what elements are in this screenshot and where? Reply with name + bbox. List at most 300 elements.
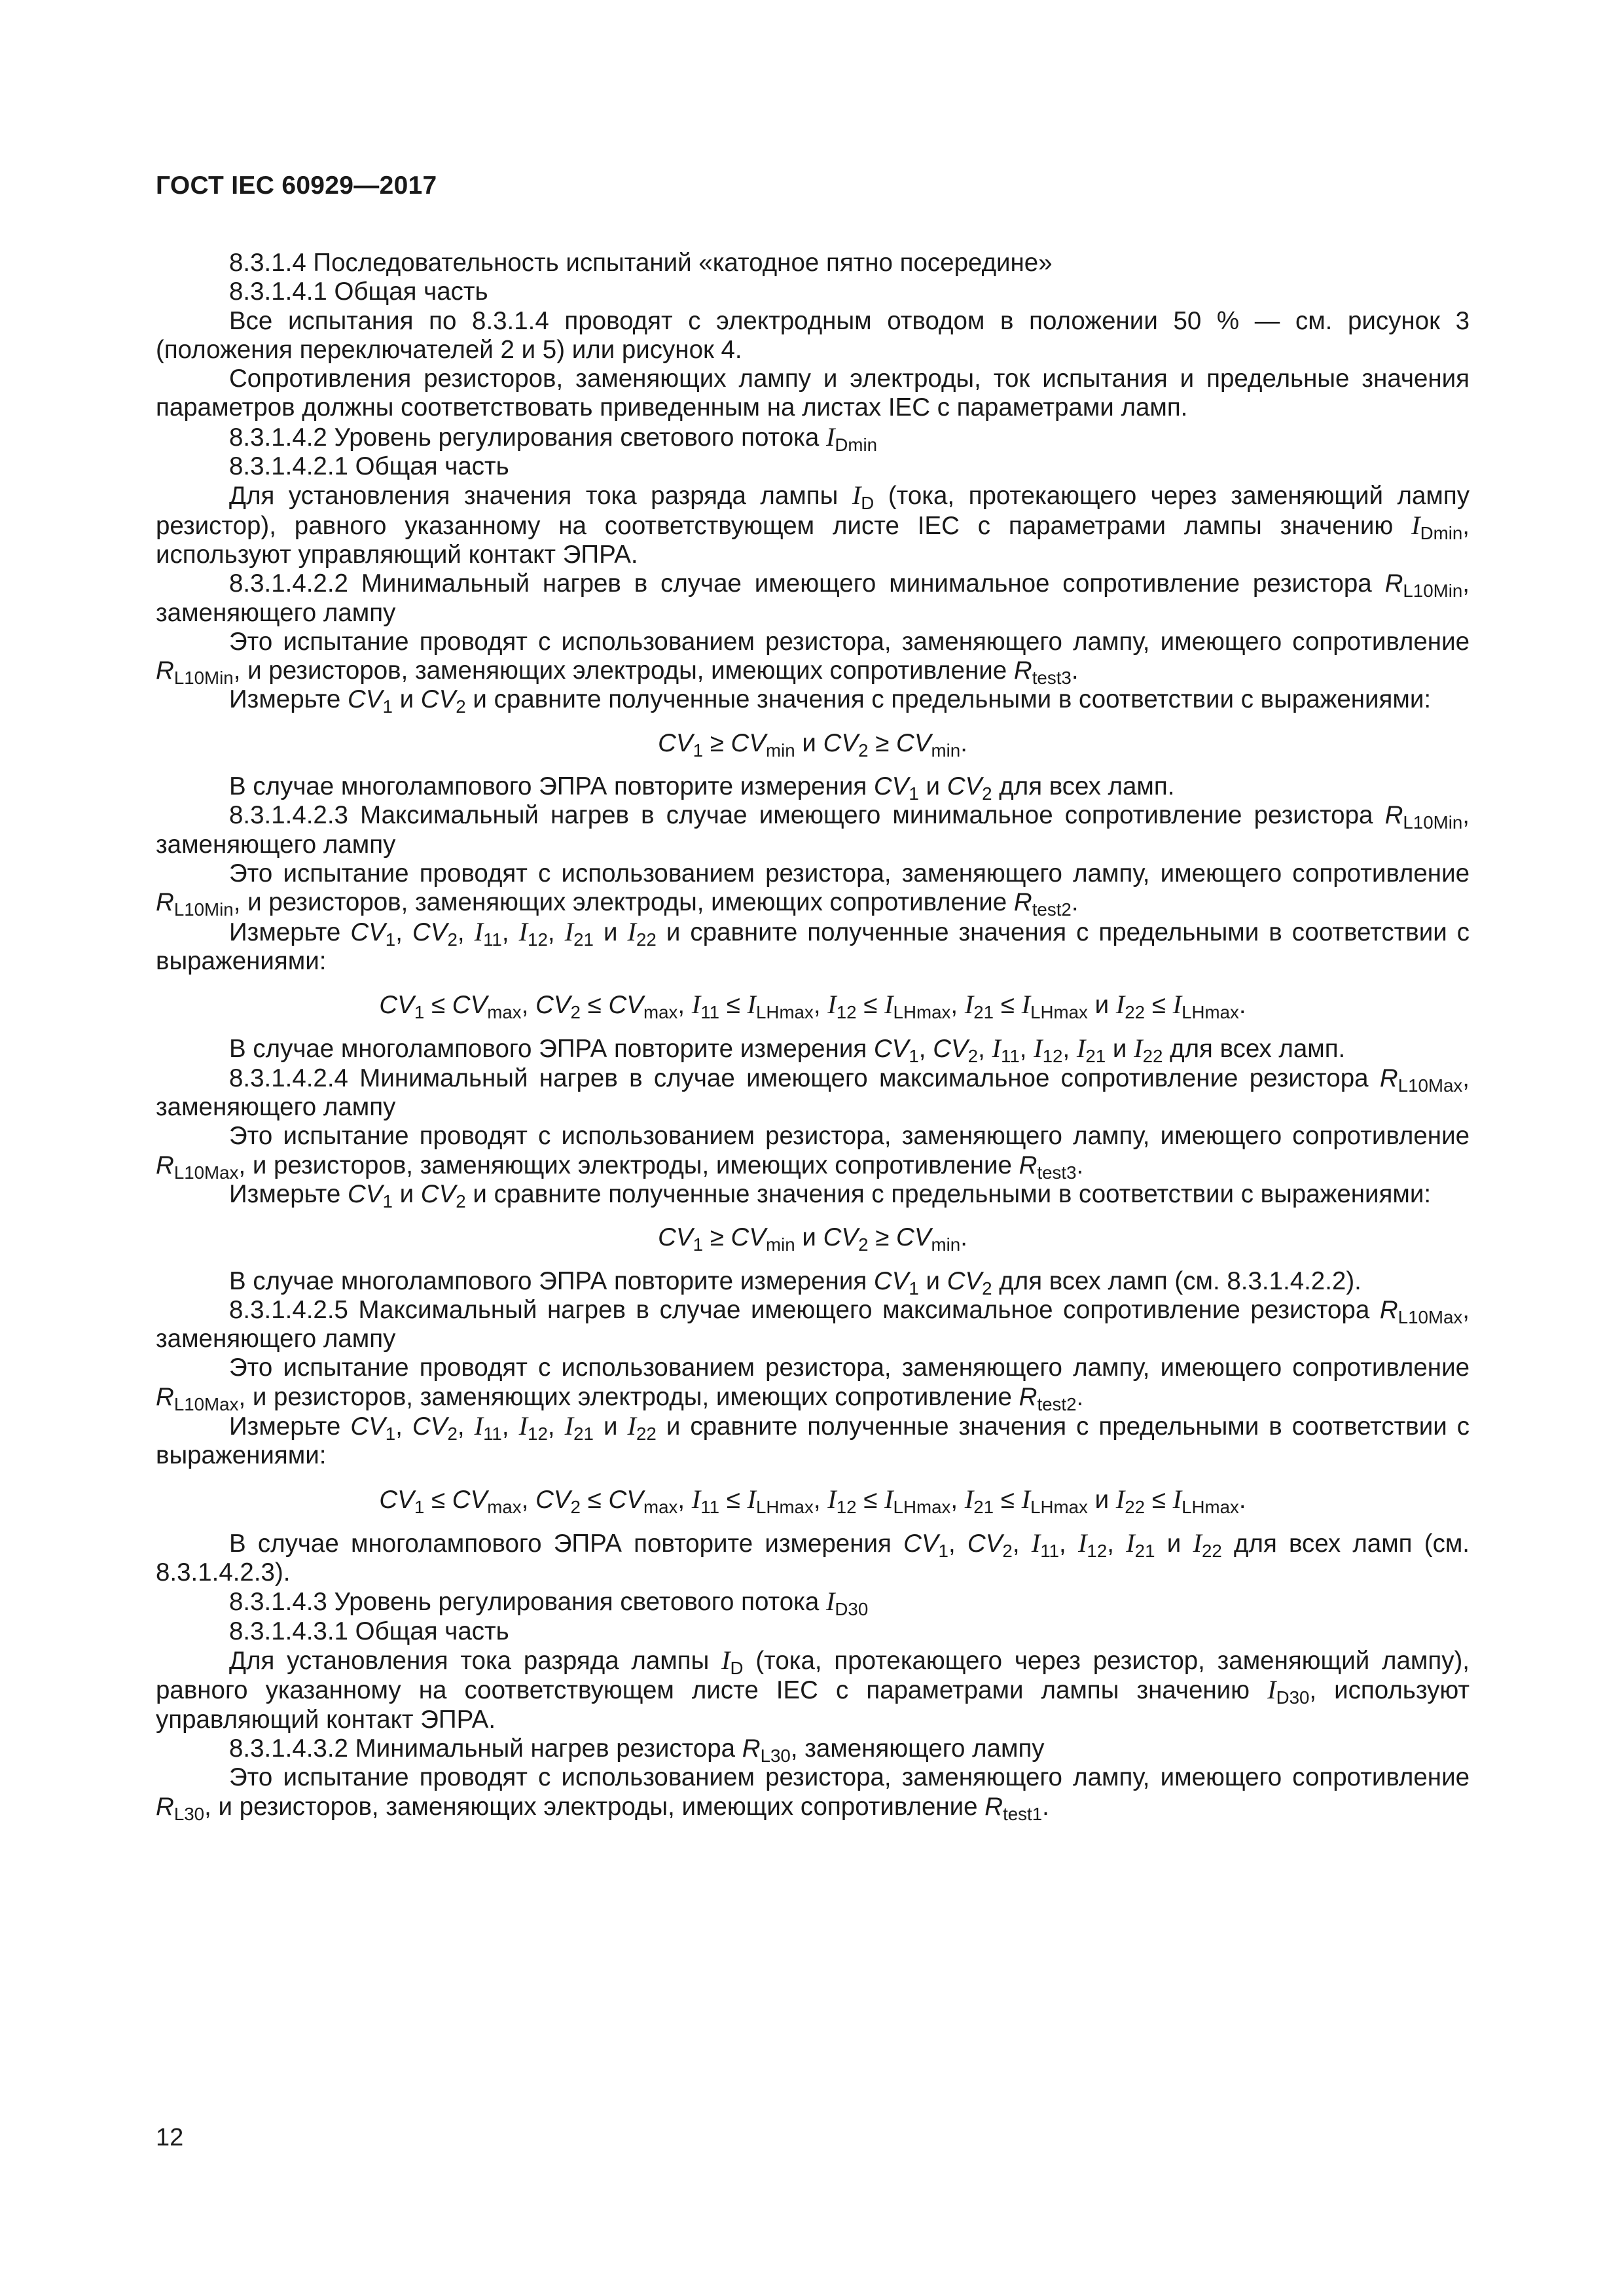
text: , и резисторов, заменяющих электроды, имеющих сопротивление: [204, 1792, 985, 1821]
subscript: L10Min: [1403, 812, 1463, 833]
text: (тока, протекающего через резистор, заменяющий лампу), равного указанному на соответствующем листе IEC с параметрами лампы значению: [156, 1647, 1470, 1705]
text: ,: [457, 1412, 475, 1441]
subscript: 22: [1142, 1046, 1163, 1067]
symbol-cv: CV: [420, 685, 456, 714]
text: и: [1155, 1529, 1193, 1558]
text: и сравните полученные значения с предельными в соответствии с выражениями:: [465, 685, 1432, 714]
text: ,: [1059, 1529, 1078, 1558]
paragraph-resistances: [156, 365, 1470, 423]
symbol-r: R: [742, 1734, 761, 1763]
subscript: 12: [528, 929, 548, 950]
symbol-i: I: [964, 1484, 974, 1514]
subscript: LHmax: [1182, 1001, 1239, 1022]
subscript: max: [487, 1001, 522, 1022]
symbol-cv: CV: [967, 1529, 1003, 1558]
subscript: 11: [1040, 1540, 1059, 1561]
subscript: L10Max: [173, 1162, 239, 1183]
symbol-cv: CV: [350, 1412, 386, 1441]
text: ,: [521, 1485, 536, 1514]
symbol-i: I: [1172, 990, 1182, 1020]
paragraph-measure: [156, 1180, 1470, 1209]
subscript: 21: [1085, 1046, 1106, 1067]
subscript: 1: [693, 740, 703, 761]
text: для всех ламп (см. 8.3.1.4.2.3).: [156, 1529, 1470, 1587]
symbol-i: I: [825, 1587, 835, 1617]
text: .: [1042, 1792, 1049, 1821]
subscript: min: [766, 1234, 795, 1255]
text: .: [1238, 991, 1246, 1020]
text: .: [1238, 1485, 1246, 1514]
text: ,: [677, 991, 692, 1020]
subscript: LHmax: [756, 1001, 814, 1022]
text: , заменяющего лампу: [156, 569, 1470, 627]
operator: ≥: [703, 1223, 731, 1252]
text: Измерьте: [229, 918, 351, 946]
symbol-i: I: [1077, 1528, 1087, 1558]
text: ,: [813, 991, 828, 1020]
symbol-i: I: [627, 916, 636, 946]
symbol-cv: CV: [896, 728, 931, 757]
subscript: LHmax: [1030, 1496, 1088, 1517]
subscript: min: [766, 740, 795, 761]
symbol-r: R: [1379, 1064, 1398, 1092]
symbol-cv: CV: [420, 1179, 456, 1208]
subscript: test3: [1037, 1162, 1077, 1183]
symbol-cv: CV: [947, 772, 983, 801]
operator: ≤: [580, 1485, 609, 1514]
subscript: max: [487, 1496, 522, 1517]
text: Это испытание проводят с использованием резистора, заменяющего лампу, имеющего сопротивление: [229, 627, 1470, 656]
text: 8.3.1.4.2.1 Общая часть: [229, 452, 509, 481]
text: , и резисторов, заменяющих электроды, имеющих сопротивление: [233, 656, 1014, 685]
subscript: 21: [973, 1496, 994, 1517]
text: , используют управляющий контакт ЭПРА.: [156, 1676, 1470, 1734]
symbol-i: I: [992, 1033, 1001, 1064]
symbol-r: R: [156, 1382, 174, 1411]
symbol-i: I: [1126, 1528, 1135, 1558]
subscript: 2: [982, 1278, 992, 1299]
text: Для установления тока разряда лампы: [229, 1647, 722, 1676]
subscript: 12: [836, 1001, 857, 1022]
text: , заменяющего лампу: [156, 1295, 1470, 1354]
symbol-cv: CV: [452, 1485, 488, 1514]
subscript: 2: [570, 1496, 581, 1517]
text: , используют управляющий контакт ЭПРА.: [156, 511, 1470, 569]
text: , заменяющего лампу: [156, 801, 1470, 859]
symbol-cv: CV: [873, 772, 909, 801]
symbol-r: R: [156, 656, 174, 685]
text: ,: [948, 1529, 967, 1558]
text: .: [1071, 656, 1079, 685]
clause-8-3-1-4-2-1: [156, 452, 1470, 481]
symbol-cv: CV: [608, 1485, 643, 1514]
operator: ≤: [424, 1485, 452, 1514]
subscript: L10Min: [173, 667, 234, 688]
paragraph-test-setup: [156, 1354, 1470, 1412]
text: и сравните полученные значения с предельными в соответствии с выражениями:: [156, 1412, 1470, 1470]
paragraph-test-setup: [156, 859, 1470, 918]
text: В случае многолампового ЭПРА повторите измерения: [229, 1529, 904, 1558]
operator: ≤: [719, 1485, 748, 1514]
subscript: 12: [528, 1423, 548, 1444]
text: и: [1106, 1035, 1134, 1064]
text: 8.3.1.4.2.4 Минимальный нагрев в случае имеющего максимальное сопротивление резистора: [229, 1064, 1380, 1092]
clause-8-3-1-4-1: [156, 278, 1470, 306]
text: 8.3.1.4.3 Уровень регулирования светового потока: [229, 1588, 826, 1617]
subscript: 2: [447, 1423, 458, 1444]
symbol-r: R: [1019, 1382, 1038, 1411]
paragraph-test-setup: [156, 628, 1470, 686]
subscript: L10Min: [1403, 581, 1463, 601]
subscript: LHmax: [1030, 1001, 1088, 1022]
paragraph-multi-lamp: [156, 1529, 1470, 1588]
symbol-i: I: [1031, 1528, 1041, 1558]
subscript: 11: [483, 929, 502, 950]
symbol-i: I: [691, 990, 701, 1020]
symbol-i: I: [1193, 1528, 1202, 1558]
clause-8-3-1-4-3-2: [156, 1734, 1470, 1766]
symbol-cv: CV: [823, 1223, 859, 1252]
subscript: 2: [447, 929, 458, 950]
symbol-r: R: [156, 1792, 174, 1821]
symbol-i: I: [1076, 1033, 1086, 1064]
subscript: LHmax: [1182, 1496, 1239, 1517]
symbol-cv: CV: [535, 991, 571, 1020]
subscript: 2: [858, 740, 869, 761]
text: и: [918, 772, 947, 801]
page-number: 12: [156, 2124, 184, 2151]
text: В случае многолампового ЭПРА повторите измерения: [229, 772, 874, 801]
operator: ≥: [868, 728, 897, 757]
text: и: [593, 1412, 628, 1441]
symbol-cv: CV: [903, 1529, 939, 1558]
text: для всех ламп (см. 8.3.1.4.2.2).: [992, 1266, 1362, 1295]
operator: ≤: [994, 991, 1022, 1020]
text: Все испытания по 8.3.1.4 проводят с электродным отводом в положении 50 % — см. рисунок 3 (положения переключателей 2 и 5) или рисунок 4.: [156, 306, 1470, 364]
clause-8-3-1-4: [156, 249, 1470, 278]
subscript: D: [730, 1657, 744, 1678]
symbol-i: I: [627, 1410, 636, 1441]
subscript: L10Min: [173, 899, 234, 920]
subscript: L30: [760, 1745, 791, 1766]
text: 8.3.1.4.2.5 Максимальный нагрев в случае имеющего максимальное сопротивление резистора: [229, 1295, 1380, 1324]
symbol-i: I: [827, 1484, 837, 1514]
text: 8.3.1.4 Последовательность испытаний «катодное пятно посередине»: [229, 249, 1053, 277]
formula-min: [156, 728, 1470, 761]
symbol-i: I: [564, 1410, 574, 1441]
subscript: 1: [693, 1234, 703, 1255]
symbol-cv: CV: [896, 1223, 931, 1252]
formula-max: [156, 990, 1470, 1020]
symbol-i: I: [564, 916, 574, 946]
symbol-i: I: [747, 1484, 757, 1514]
text: ,: [501, 918, 519, 946]
text: для всех ламп.: [992, 772, 1175, 801]
text: Это испытание проводят с использованием резистора, заменяющего лампу, имеющего сопротивление: [229, 1763, 1470, 1792]
subscript: 12: [836, 1496, 857, 1517]
text: ,: [813, 1485, 828, 1514]
subscript: 12: [1042, 1046, 1063, 1067]
text: и: [1087, 1485, 1116, 1514]
subscript: min: [931, 740, 961, 761]
symbol-i: I: [884, 990, 893, 1020]
text: ,: [1019, 1035, 1034, 1064]
symbol-cv: CV: [873, 1035, 909, 1064]
paragraph-test-setup: [156, 1122, 1470, 1183]
subscript: 1: [414, 1496, 425, 1517]
symbol-i: I: [474, 1410, 484, 1441]
text: 8.3.1.4.2.3 Максимальный нагрев в случае имеющего минимальное сопротивление резистора: [229, 801, 1385, 830]
subscript: test2: [1032, 899, 1072, 920]
subscript: 1: [382, 696, 393, 717]
symbol-cv: CV: [608, 991, 643, 1020]
symbol-cv: CV: [412, 1412, 448, 1441]
symbol-r: R: [1019, 1151, 1038, 1179]
document-header: ГОСТ IEC 60929—2017: [156, 171, 437, 200]
symbol-i: I: [1034, 1033, 1043, 1064]
symbol-i: I: [1267, 1675, 1276, 1705]
subscript: D: [861, 493, 875, 514]
paragraph-measure: [156, 1412, 1470, 1471]
symbol-cv: CV: [658, 728, 693, 757]
subscript: 11: [483, 1423, 502, 1444]
subscript: 11: [1000, 1046, 1020, 1067]
subscript: 2: [456, 1191, 466, 1211]
subscript: Dmin: [1420, 522, 1463, 543]
clause-8-3-1-4-2-3: [156, 801, 1470, 859]
text: для всех ламп.: [1163, 1035, 1346, 1064]
text: ,: [395, 1412, 412, 1441]
text: 8.3.1.4.2 Уровень регулирования светового потока: [229, 423, 826, 452]
symbol-cv: CV: [535, 1485, 571, 1514]
paragraph-test-setup: [156, 1763, 1470, 1824]
text: 8.3.1.4.1 Общая часть: [229, 278, 488, 306]
subscript: 22: [636, 929, 657, 950]
operator: ≤: [424, 991, 452, 1020]
operator: ≤: [994, 1485, 1022, 1514]
symbol-i: I: [721, 1645, 731, 1676]
subscript: D30: [835, 1599, 869, 1620]
symbol-i: I: [852, 480, 861, 511]
symbol-cv: CV: [731, 1223, 767, 1252]
text: и: [392, 685, 421, 714]
text: Сопротивления резисторов, заменяющих лампу и электроды, ток испытания и предельные значения параметров должны соответствовать приведенным на листах IEC с параметрами ламп.: [156, 365, 1470, 422]
subscript: test1: [1003, 1803, 1043, 1824]
clause-8-3-1-4-2-4: [156, 1064, 1470, 1122]
operator: ≤: [1145, 1485, 1173, 1514]
paragraph-tests-position: [156, 307, 1470, 365]
text: 8.3.1.4.3.1 Общая часть: [229, 1617, 509, 1645]
paragraph-measure: [156, 918, 1470, 977]
subscript: 12: [1087, 1540, 1108, 1561]
subscript: 21: [573, 1423, 594, 1444]
clause-8-3-1-4-3: [156, 1587, 1470, 1620]
text: Измерьте: [229, 685, 348, 714]
operator: ≤: [856, 1485, 885, 1514]
subscript: LHmax: [756, 1496, 814, 1517]
text: Это испытание проводят с использованием резистора, заменяющего лампу, имеющего сопротивление: [229, 1122, 1470, 1151]
symbol-r: R: [156, 1151, 174, 1179]
symbol-i: I: [518, 1410, 528, 1441]
symbol-i: I: [691, 1484, 701, 1514]
symbol-r: R: [1013, 656, 1032, 685]
text: ,: [1012, 1529, 1032, 1558]
text: , и резисторов, заменяющих электроды, имеющих сопротивление: [238, 1151, 1019, 1179]
operator: ≥: [868, 1223, 897, 1252]
text: ,: [1062, 1035, 1077, 1064]
text: Измерьте: [229, 1179, 348, 1208]
paragraph-multi-lamp: [156, 1033, 1470, 1067]
text: Для установления значения тока разряда лампы: [229, 482, 852, 511]
text: .: [960, 1223, 967, 1252]
text: , и резисторов, заменяющих электроды, имеющих сопротивление: [233, 888, 1014, 917]
subscript: 2: [967, 1046, 979, 1067]
subscript: 1: [382, 1191, 393, 1211]
symbol-cv: CV: [379, 1485, 414, 1514]
subscript: 2: [1002, 1540, 1013, 1561]
operator: ≥: [703, 728, 731, 757]
symbol-cv: CV: [350, 918, 386, 946]
clause-8-3-1-4-3-1: [156, 1617, 1470, 1646]
text: и: [795, 1223, 823, 1252]
text: и: [795, 728, 823, 757]
symbol-i: I: [1411, 510, 1420, 540]
symbol-i: I: [825, 422, 835, 452]
symbol-i: I: [964, 990, 974, 1020]
subscript: 21: [1134, 1540, 1155, 1561]
operator: ≤: [856, 991, 885, 1020]
subscript: 2: [456, 696, 466, 717]
symbol-cv: CV: [873, 1266, 909, 1295]
text: ,: [501, 1412, 519, 1441]
subscript: 21: [573, 929, 594, 950]
text: ,: [950, 991, 965, 1020]
text: и: [593, 918, 628, 946]
subscript: D30: [1276, 1687, 1310, 1708]
document-body: [156, 249, 1470, 1824]
text: В случае многолампового ЭПРА повторите измерения: [229, 1035, 874, 1064]
symbol-i: I: [1115, 1484, 1125, 1514]
subscript: 1: [909, 1046, 919, 1067]
subscript: test3: [1032, 667, 1072, 688]
text: и: [918, 1266, 947, 1295]
symbol-i: I: [1115, 990, 1125, 1020]
subscript: LHmax: [893, 1496, 951, 1517]
operator: ≤: [580, 991, 609, 1020]
symbol-r: R: [1013, 888, 1032, 917]
text: ,: [547, 1412, 565, 1441]
symbol-cv: CV: [412, 918, 448, 946]
subscript: 1: [938, 1540, 948, 1561]
subscript: 22: [636, 1423, 657, 1444]
text: и сравните полученные значения с предельными в соответствии с выражениями:: [156, 918, 1470, 975]
subscript: L10Max: [1398, 1306, 1463, 1327]
subscript: L10Max: [1398, 1075, 1463, 1096]
symbol-i: I: [474, 916, 484, 946]
subscript: max: [643, 1496, 678, 1517]
subscript: LHmax: [893, 1001, 951, 1022]
text: .: [960, 728, 967, 757]
symbol-r: R: [1384, 801, 1403, 830]
text: ,: [677, 1485, 692, 1514]
subscript: 2: [570, 1001, 581, 1022]
text: .: [1076, 1151, 1084, 1179]
paragraph-measure: [156, 685, 1470, 717]
subscript: L30: [173, 1803, 205, 1824]
subscript: 21: [973, 1001, 994, 1022]
subscript: max: [643, 1001, 678, 1022]
subscript: 2: [982, 783, 992, 804]
subscript: min: [931, 1234, 961, 1255]
clause-8-3-1-4-2: [156, 422, 1470, 455]
text: ,: [918, 1035, 933, 1064]
subscript: Dmin: [835, 434, 878, 455]
subscript: L10Max: [173, 1393, 239, 1414]
subscript: 1: [414, 1001, 425, 1022]
subscript: 22: [1201, 1540, 1222, 1561]
clause-8-3-1-4-2-2: [156, 569, 1470, 628]
symbol-cv: CV: [658, 1223, 693, 1252]
subscript: 22: [1125, 1001, 1146, 1022]
symbol-cv: CV: [947, 1266, 983, 1295]
formula-max: [156, 1485, 1470, 1515]
symbol-cv: CV: [379, 991, 414, 1020]
paragraph-discharge-current-d30: [156, 1646, 1470, 1734]
symbol-cv: CV: [933, 1035, 968, 1064]
clause-8-3-1-4-2-5: [156, 1296, 1470, 1354]
symbol-i: I: [827, 990, 837, 1020]
symbol-i: I: [1021, 990, 1031, 1020]
text: В случае многолампового ЭПРА повторите измерения: [229, 1266, 874, 1295]
text: ,: [950, 1485, 965, 1514]
symbol-r: R: [1379, 1295, 1398, 1324]
text: ,: [547, 918, 565, 946]
subscript: 1: [909, 783, 919, 804]
text: и сравните полученные значения с предельными в соответствии с выражениями:: [465, 1179, 1432, 1208]
operator: ≤: [719, 991, 748, 1020]
subscript: 11: [700, 1001, 720, 1022]
symbol-i: I: [747, 990, 757, 1020]
text: , заменяющего лампу: [156, 1064, 1470, 1122]
text: Это испытание проводят с использованием резистора, заменяющего лампу, имеющего сопротивление: [229, 1354, 1470, 1382]
text: ,: [521, 991, 536, 1020]
symbol-i: I: [1172, 1484, 1182, 1514]
subscript: test2: [1037, 1393, 1077, 1414]
symbol-cv: CV: [452, 991, 488, 1020]
text: .: [1071, 888, 1079, 917]
symbol-r: R: [984, 1792, 1003, 1821]
symbol-r: R: [1384, 569, 1403, 598]
symbol-cv: CV: [731, 728, 767, 757]
subscript: 22: [1125, 1496, 1146, 1517]
paragraph-discharge-current-dmin: [156, 481, 1470, 569]
subscript: 1: [385, 929, 396, 950]
text: ,: [395, 918, 412, 946]
text: .: [1076, 1382, 1084, 1411]
text: 8.3.1.4.3.2 Минимальный нагрев резистора: [229, 1734, 742, 1763]
operator: ≤: [1145, 991, 1173, 1020]
text: и: [1087, 991, 1116, 1020]
symbol-i: I: [884, 1484, 893, 1514]
text: , и резисторов, заменяющих электроды, имеющих сопротивление: [238, 1382, 1019, 1411]
text: ,: [1107, 1529, 1127, 1558]
symbol-cv: CV: [347, 1179, 383, 1208]
subscript: 1: [385, 1423, 396, 1444]
paragraph-multi-lamp: [156, 1266, 1470, 1299]
subscript: 2: [858, 1234, 869, 1255]
subscript: 1: [909, 1278, 919, 1299]
text: (тока, протекающего через заменяющий лампу резистор), равного указанному на соответствующем листе IEC с параметрами лампы значению: [156, 482, 1470, 540]
